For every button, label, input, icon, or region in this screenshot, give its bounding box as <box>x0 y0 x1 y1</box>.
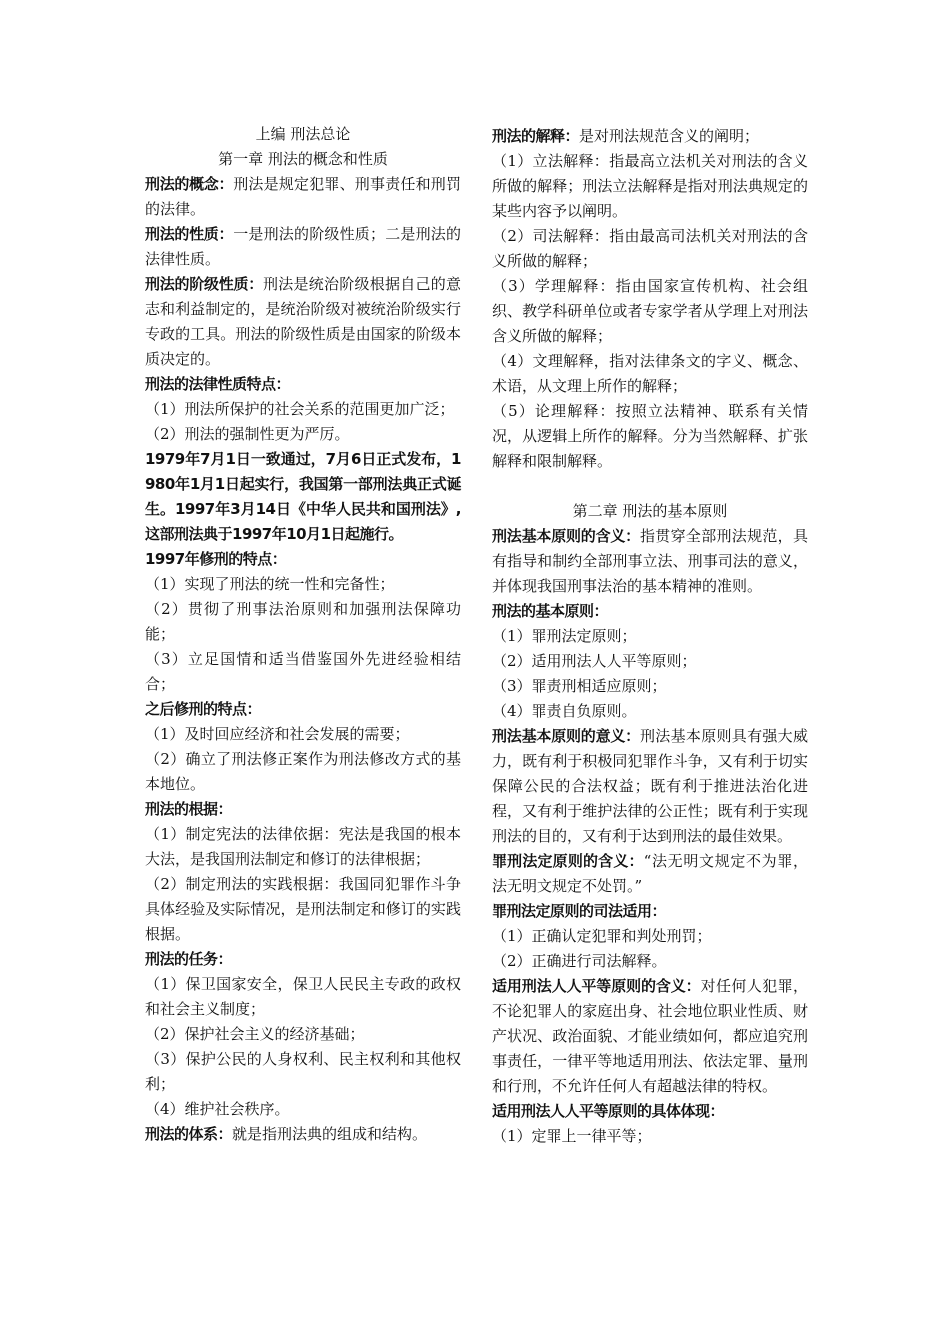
list-item: （2）司法解释：指由最高司法机关对刑法的含义所做的解释； <box>492 227 808 270</box>
list-item: （1）罪刑法定原则； <box>492 627 637 645</box>
term-heading: 刑法的性质： <box>145 225 234 243</box>
list-item: （1）实现了刑法的统一性和完备性； <box>145 575 395 593</box>
left-column <box>145 122 461 1147</box>
term-text: 刑法是统治阶级根据自己的意志和利益制定的，是统治阶级对被统治阶级实行专政的工具。刑法的阶级性质是由国家的阶级本质决定的。 <box>145 275 461 368</box>
paragraph-interpretation <box>492 124 808 149</box>
right-column <box>492 124 808 1149</box>
chapter-2-title: 第二章 刑法的基本原则 <box>572 502 728 520</box>
term-text: 一是刑法的阶级性质；二是刑法的法律性质。 <box>145 225 461 268</box>
paragraph-nature <box>145 222 461 272</box>
heading-tasks: 刑法的任务： <box>145 950 233 968</box>
list-item: （1）保卫国家安全，保卫人民民主专政的政权和社会主义制度； <box>145 975 461 1018</box>
list-item: （1）正确认定犯罪和判处刑罚； <box>492 927 712 945</box>
term-heading: 刑法的概念： <box>145 175 234 193</box>
list-item: （2）正确进行司法解释。 <box>492 952 667 970</box>
list-item: （2）制定刑法的实践根据：我国同犯罪作斗争具体经验及实际情况，是刑法制定和修订的实践根据。 <box>145 875 461 943</box>
list-item: （4）维护社会秩序。 <box>145 1100 290 1118</box>
spacer <box>492 474 808 499</box>
heading-1997-revision: 1997年修刑的特点： <box>145 550 287 568</box>
heading-basic-principles: 刑法的基本原则： <box>492 602 609 620</box>
paragraph-equality-meaning <box>492 974 808 1099</box>
heading-later-revision: 之后修刑的特点： <box>145 700 262 718</box>
term-heading: 刑法的体系： <box>145 1125 233 1143</box>
term-heading: 刑法基本原则的含义： <box>492 527 640 545</box>
term-heading: 刑法的解释： <box>492 127 580 145</box>
list-item: （1）刑法所保护的社会关系的范围更加广泛； <box>145 400 455 418</box>
paragraph-history: 1979年7月1日一致通过，7月6日正式发布，1980年1月1日起实行，我国第一部刑法典正式诞生。1997年3月14日《中华人民共和国刑法》,这部刑法典于1997年10月1日起施行。 <box>145 450 461 543</box>
heading-legal-nature: 刑法的法律性质特点： <box>145 375 291 393</box>
term-text: 刑法是规定犯罪、刑事责任和刑罚的法律。 <box>145 175 461 218</box>
part-title: 上编 刑法总论 <box>255 125 351 143</box>
list-item: （3）罪责刑相适应原则； <box>492 677 667 695</box>
term-text: 指贯穿全部刑法规范，具有指导和制约全部刑事立法、刑事司法的意义，并体现我国刑事法治的基本精神的准则。 <box>492 527 808 595</box>
heading-equality-embodiment: 适用刑法人人平等原则的具体体现： <box>492 1102 725 1120</box>
list-item: （1）及时回应经济和社会发展的需要； <box>145 725 410 743</box>
paragraph-concept <box>145 172 461 222</box>
term-text: 是对刑法规范含义的阐明； <box>579 127 760 145</box>
list-item: （1）定罪上一律平等； <box>492 1127 652 1145</box>
term-text: 对任何人犯罪，不论犯罪人的家庭出身、社会地位职业性质、财产状况、政治面貌、才能业绩如何，都应追究刑事责任，一律平等地适用刑法、依法定罪、量刑和行刑，不允许任何人有超越法律的特权。 <box>492 977 808 1095</box>
list-item: （3）立足国情和适当借鉴国外先进经验相结合； <box>145 650 461 693</box>
term-heading: 刑法基本原则的意义： <box>492 727 640 745</box>
list-item: （2）刑法的强制性更为严厉。 <box>145 425 350 443</box>
list-item: （4）文理解释，指对法律条文的字义、概念、术语，从文理上所作的解释； <box>492 352 808 395</box>
term-heading: 罪刑法定原则的含义： <box>492 852 644 870</box>
term-text: “法无明文规定不为罪，法无明文规定不处罚。” <box>492 852 808 895</box>
term-heading: 刑法的阶级性质： <box>145 275 263 293</box>
chapter-1-title: 第一章 刑法的概念和性质 <box>218 150 388 168</box>
paragraph-class-nature <box>145 272 461 372</box>
paragraph-system <box>145 1122 461 1147</box>
heading-basis: 刑法的根据： <box>145 800 233 818</box>
paragraph-legality-meaning <box>492 849 808 899</box>
list-item: （1）立法解释：指最高立法机关对刑法的含义所做的解释；刑法立法解释是指对刑法典规定的某些内容予以阐明。 <box>492 152 808 220</box>
heading-legality-application: 罪刑法定原则的司法适用： <box>492 902 667 920</box>
term-text: 刑法基本原则具有强大威力，既有利于积极同犯罪作斗争，又有利于切实保障公民的合法权益；既有利于推进法治化进程，又有利于维护法律的公正性；既有利于实现刑法的目的，又有利于达到刑法的最佳效果。 <box>492 727 808 845</box>
paragraph-principles-meaning <box>492 524 808 599</box>
list-item: （2）贯彻了刑事法治原则和加强刑法保障功能； <box>145 600 461 643</box>
list-item: （4）罪责自负原则。 <box>492 702 637 720</box>
list-item: （2）确立了刑法修正案作为刑法修改方式的基本地位。 <box>145 750 461 793</box>
list-item: （3）学理解释：指由国家宣传机构、社会组织、教学科研单位或者专家学者从学理上对刑法含义所做的解释； <box>492 277 808 345</box>
list-item: （2）保护社会主义的经济基础； <box>145 1025 365 1043</box>
list-item: （3）保护公民的人身权利、民主权利和其他权利； <box>145 1050 461 1093</box>
term-heading: 适用刑法人人平等原则的含义： <box>492 977 701 995</box>
list-item: （2）适用刑法人人平等原则； <box>492 652 697 670</box>
list-item: （5）论理解释：按照立法精神、联系有关情况，从逻辑上所作的解释。分为当然解释、扩张解释和限制解释。 <box>492 402 808 470</box>
paragraph-principles-significance <box>492 724 808 849</box>
term-text: 就是指刑法典的组成和结构。 <box>232 1125 428 1143</box>
list-item: （1）制定宪法的法律依据：宪法是我国的根本大法，是我国刑法制定和修订的法律根据； <box>145 825 461 868</box>
